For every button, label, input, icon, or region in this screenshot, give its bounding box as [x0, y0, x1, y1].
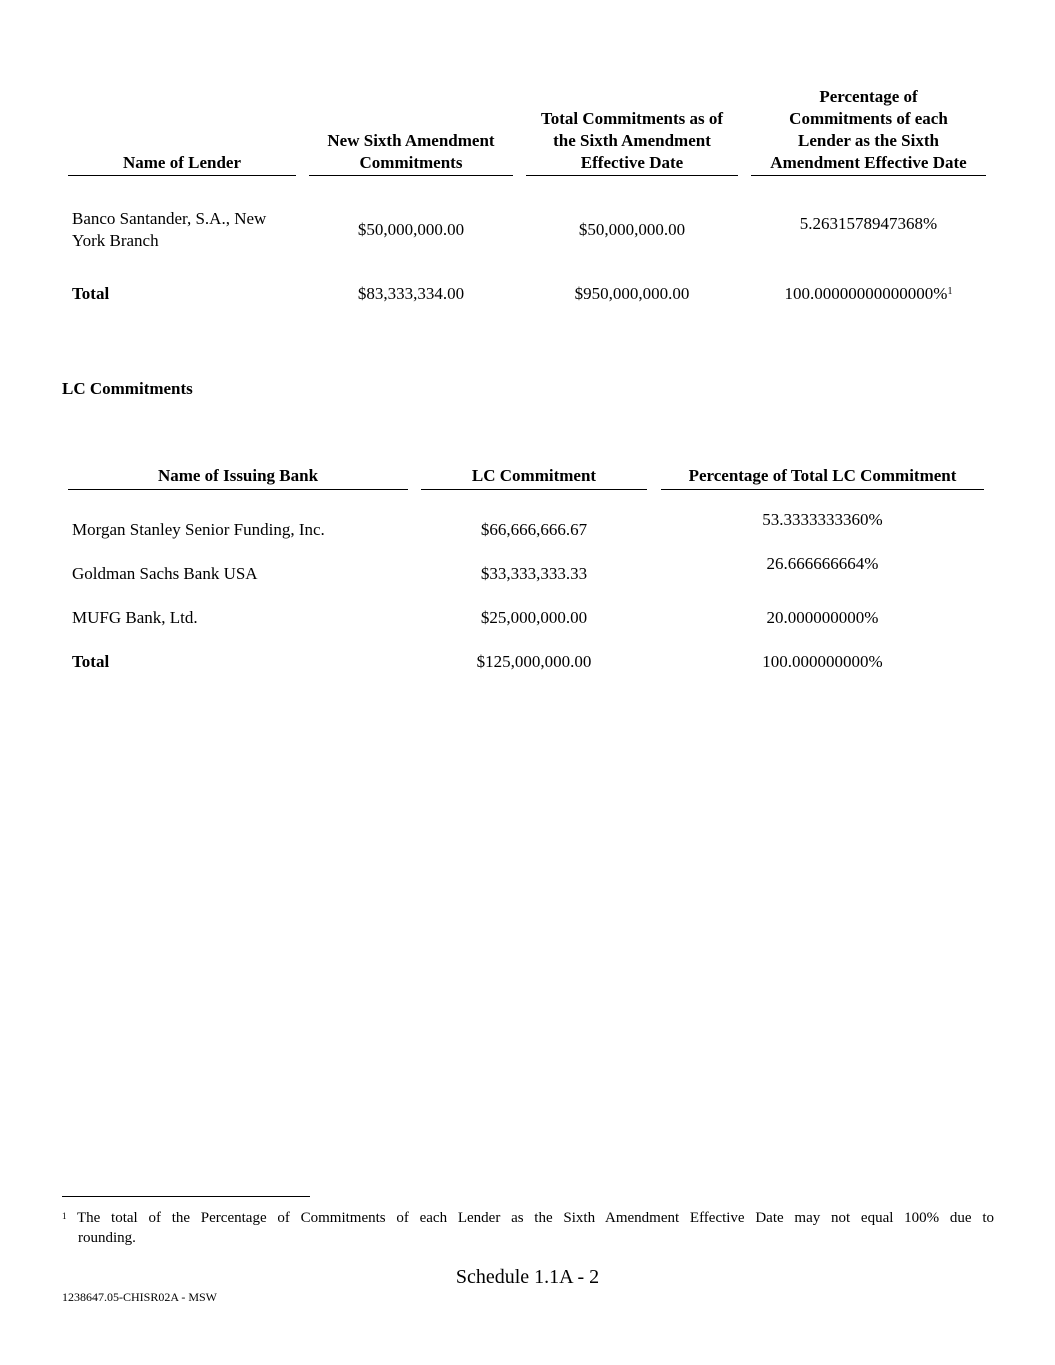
doc-id: 1238647.05-CHISR02A - MSW: [62, 1290, 218, 1304]
t2-row-commitment: $66,666,666.67: [480, 520, 588, 539]
t2-row-commitment: $33,333,333.33: [480, 564, 588, 583]
footnote-marker: 1: [62, 1211, 67, 1221]
t1-row-total-commitment: $50,000,000.00: [578, 220, 686, 239]
footnote-line-2: rounding.: [78, 1230, 136, 1246]
footnote-ref: 1: [947, 286, 953, 297]
t1-total-total-commitment: $950,000,000.00: [574, 284, 690, 303]
t1-total-percentage: [751, 283, 986, 305]
footnote-line-1: $^1$ The total of the Percentage of Commitments of each Lender as the Sixth Amendment Effective Date may not equal 100% due to: [62, 1210, 994, 1226]
footnote: [62, 1208, 994, 1248]
t2-header-name-of-issuing-bank: Name of Issuing Bank: [157, 466, 319, 485]
t2-row-name: Morgan Stanley Senior Funding, Inc.: [72, 520, 325, 539]
t1-header-rule-4: [751, 175, 986, 176]
t2-total-commitment: $125,000,000.00: [476, 652, 592, 671]
t1-total-new-commitment: $83,333,334.00: [357, 284, 465, 303]
t1-header-percentage: Percentage of Commitments of each Lender as the Sixth Amendment Effective Date: [770, 87, 967, 172]
lc-section-title: LC Commitments: [62, 379, 193, 398]
t2-total-label: Total: [72, 652, 110, 671]
t2-header-lc-commitment: LC Commitment: [471, 466, 597, 485]
t1-row-new-commitment: $50,000,000.00: [357, 220, 465, 239]
t2-row-percentage: 53.3333333360%: [762, 510, 883, 529]
t1-header-rule-3: [526, 175, 738, 176]
page-label: Schedule 1.1A - 2: [455, 1266, 600, 1288]
t2-row-percentage: 26.666666664%: [766, 554, 879, 573]
t1-header-rule-2: [309, 175, 513, 176]
t1-row-percentage: 5.2631578947368%: [799, 214, 938, 233]
t2-header-percentage: Percentage of Total LC Commitment: [688, 466, 957, 485]
t1-total-percentage-value: 100.00000000000000%: [784, 284, 948, 303]
footnote-separator: [62, 1196, 310, 1197]
t1-row-lender-name: Banco Santander, S.A., New York Branch: [72, 209, 267, 250]
t2-row-commitment: $25,000,000.00: [480, 608, 588, 627]
t1-header-rule-1: [68, 175, 296, 176]
t1-total-label: Total: [72, 284, 110, 303]
t2-row-percentage: 20.000000000%: [766, 608, 879, 627]
t1-header-total-commitments: Total Commitments as of the Sixth Amendment Effective Date: [540, 109, 724, 172]
t2-total-percentage: 100.000000000%: [762, 652, 883, 671]
t1-header-new-sixth-amendment: New Sixth Amendment Commitments: [327, 131, 495, 172]
t2-header-rule-3: [661, 489, 984, 490]
t2-header-rule-2: [421, 489, 647, 490]
t2-row-name: MUFG Bank, Ltd.: [72, 608, 198, 627]
t1-header-name-of-lender: Name of Lender: [122, 153, 242, 172]
t2-row-name: Goldman Sachs Bank USA: [72, 564, 258, 583]
t2-header-rule-1: [68, 489, 408, 490]
